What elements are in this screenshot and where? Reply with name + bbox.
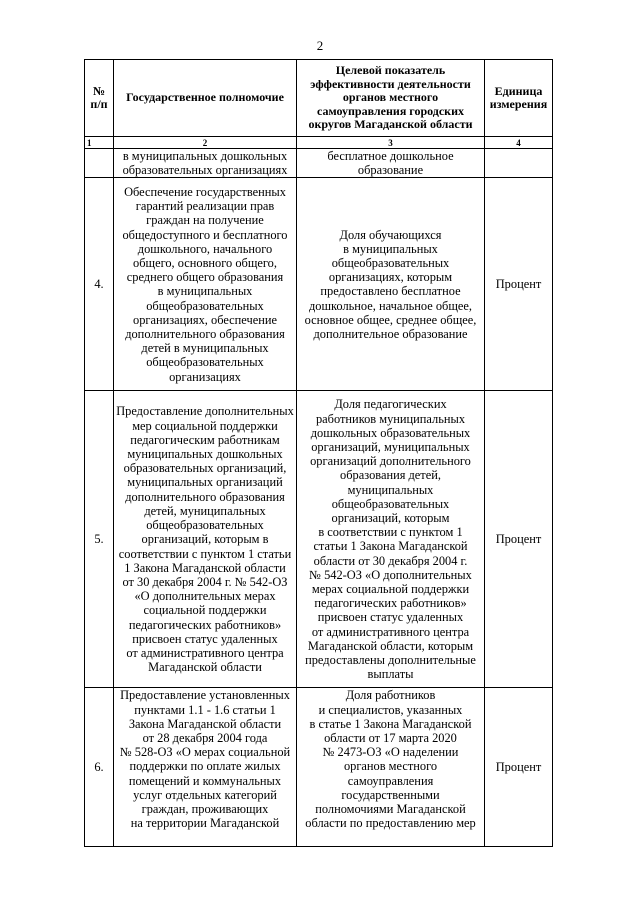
column-number-row bbox=[85, 137, 553, 149]
table-row bbox=[85, 149, 553, 178]
row-state-power: Обеспечение государственных гарантий реализации прав граждан на получение общедоступного и бесплатного дошкольного, начального общего, основного общего, среднего общего образования в муниципальных общеобразовательных организациях, обеспечение дополнительного образования детей в муниципальных общеобразовательных организациях bbox=[114, 178, 297, 391]
row-unit bbox=[485, 149, 553, 178]
row-number: 4. bbox=[85, 178, 114, 391]
column-number-4: 4 bbox=[485, 137, 553, 149]
header-number: № п/п bbox=[85, 60, 114, 137]
row-indicator: Доля обучающихся в муниципальных общеобразовательных организациях, которым предоставлено бесплатное дошкольное, начальное общее, основное общее, среднее общее, дополнительное образование bbox=[297, 178, 485, 391]
row-indicator: Доля работников и специалистов, указанных в статье 1 Закона Магаданской области от 17 марта 2020 № 2473-ОЗ «О наделении органов местного самоуправления государственными полномочиями Магаданской области по предоставлению мер bbox=[297, 688, 485, 847]
row-indicator: бесплатное дошкольное образование bbox=[297, 149, 485, 178]
row-state-power: Предоставление установленных пунктами 1.1 - 1.6 статьи 1 Закона Магаданской области от 28 декабря 2004 года № 528-ОЗ «О мерах социальной поддержки по оплате жилых помещений и коммунальных услуг отдельных категорий граждан, проживающих на территории Магаданской bbox=[114, 688, 297, 847]
table-row bbox=[85, 391, 553, 688]
column-number-3: 3 bbox=[297, 137, 485, 149]
column-number-2: 2 bbox=[114, 137, 297, 149]
header-state-power: Государственное полномочие bbox=[114, 60, 297, 137]
row-number bbox=[85, 149, 114, 178]
header-target-indicator: Целевой показатель эффективности деятельности органов местного самоуправления городских округов Магаданской области bbox=[297, 60, 485, 137]
row-state-power: в муниципальных дошкольных образовательных организациях bbox=[114, 149, 297, 178]
column-number-1: 1 bbox=[85, 137, 114, 149]
row-number: 6. bbox=[85, 688, 114, 847]
table-header-row bbox=[85, 60, 553, 137]
page-number: 2 bbox=[316, 38, 324, 53]
row-state-power: Предоставление дополнительных мер социальной поддержки педагогическим работникам муниципальных дошкольных образовательных организаций, муниципальных организаций дополнительного образования детей, муниципальных общеобразовательных организаций, которым в соответствии с пунктом 1 статьи 1 Закона Магаданской области от 30 декабря 2004 г. № 542-ОЗ «О дополнительных мерах социальной поддержки педагогических работников» присвоен статус удаленных от административного центра Магаданской области bbox=[114, 391, 297, 688]
header-unit: Единица измерения bbox=[485, 60, 553, 137]
indicators-table bbox=[84, 59, 553, 847]
row-indicator: Доля педагогических работников муниципальных дошкольных образовательных организаций, муниципальных организаций дополнительного образования детей, муниципальных общеобразовательных организаций, которым в соответствии с пунктом 1 статьи 1 Закона Магаданской области от 30 декабря 2004 г. № 542-ОЗ «О дополнительных мерах социальной поддержки педагогических работников» присвоен статус удаленных от административного центра Магаданской области, которым предоставлены дополнительные выплаты bbox=[297, 391, 485, 688]
row-unit: Процент bbox=[485, 178, 553, 391]
table-row bbox=[85, 178, 553, 391]
row-unit: Процент bbox=[485, 391, 553, 688]
table-row bbox=[85, 688, 553, 847]
row-number: 5. bbox=[85, 391, 114, 688]
row-unit: Процент bbox=[485, 688, 553, 847]
